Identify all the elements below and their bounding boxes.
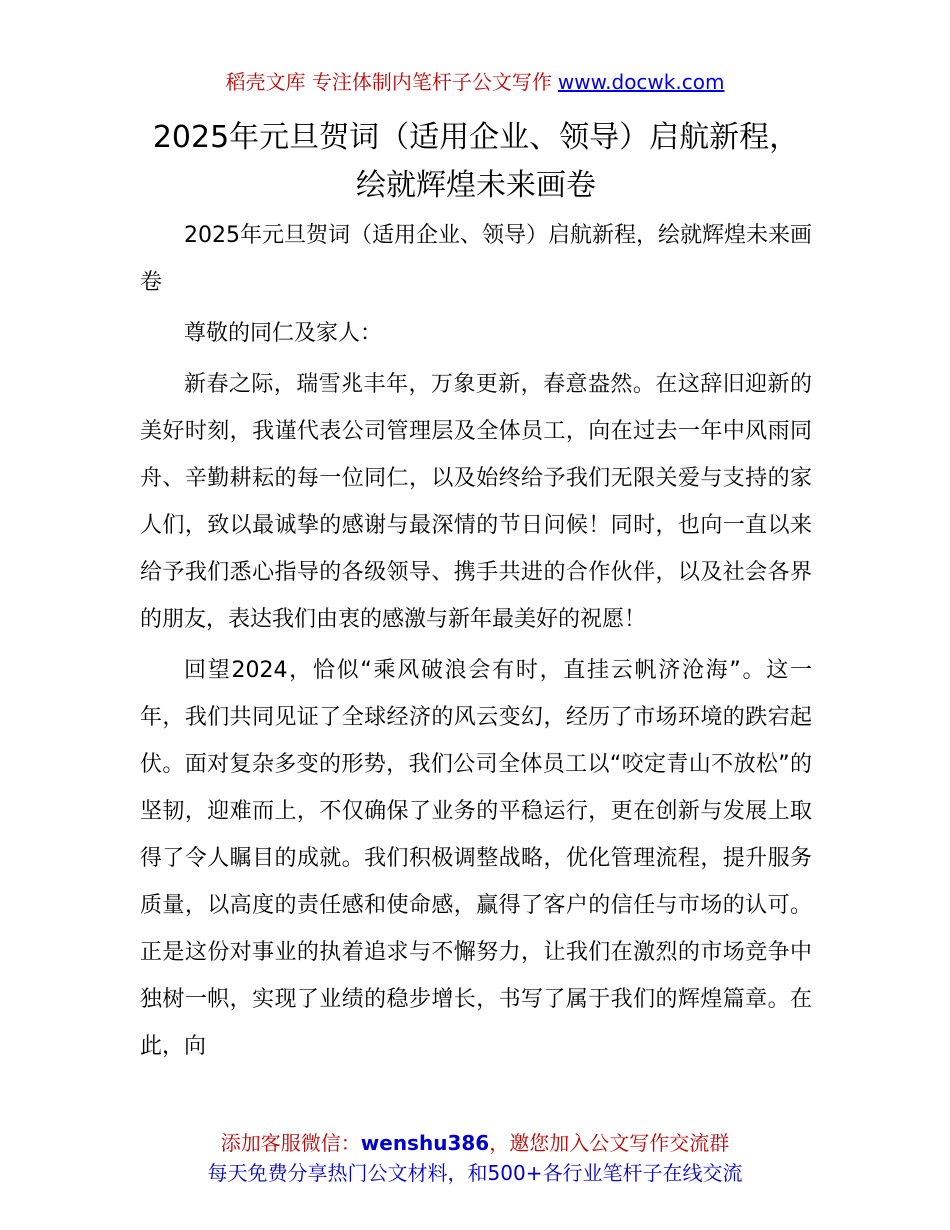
footer-wechat-prefix: 添加客服微信：: [220, 1131, 361, 1155]
paragraph-subtitle: 2025年元旦贺词（适用企业、领导）启航新程，绘就辉煌未来画卷: [140, 223, 812, 295]
header-brand-text: 稻壳文库 专注体制内笔杆子公文写作: [225, 70, 552, 94]
paragraph-review: 回望2024，恰似“乘风破浪会有时，直挂云帆济沧海”。这一年，我们共同见证了全球经济的风云变幻，经历了市场环境的跌宕起伏。面对复杂多变的形势，我们公司全体员工以“咬定青山不放松”的坚韧，迎难而上，不仅确保了业务的平稳运行，更在创新与发展上取得了令人瞩目的成就。我们积极调整战略，优化管理流程，提升服务质量，以高度的责任感和使命感，赢得了客户的信任与市场的认可。正是这份对事业的执着追求与不懈努力，让我们在激烈的市场竞争中独树一帜，实现了业绩的稳步增长，书写了属于我们的辉煌篇章。在此，向: [140, 658, 812, 1059]
document-body: [140, 212, 812, 1074]
footer-wechat-line: [0, 1128, 950, 1158]
paragraph-greeting: 新春之际，瑞雪兆丰年，万象更新，春意盎然。在这辞旧迎新的美好时刻，我谨代表公司管理层及全体员工，向在过去一年中风雨同舟、辛勤耕耘的每一位同仁，以及始终给予我们无限关爱与支持的家人们，致以最诚挚的感谢与最深情的节日问候！同时，也向一直以来给予我们悉心指导的各级领导、携手共进的合作伙伴，以及社会各界的朋友，表达我们由衷的感激与新年最美好的祝愿！: [140, 372, 812, 632]
footer-share-line: 每天免费分享热门公文材料，和500+各行业笔杆子在线交流: [207, 1161, 743, 1185]
page-footer: [0, 1128, 950, 1188]
header-website-link[interactable]: www.docwk.com: [557, 70, 725, 94]
paragraph-salutation: 尊敬的同仁及家人：: [184, 321, 383, 346]
document-title: 2025年元旦贺词（适用企业、领导）启航新程，绘就辉煌未来画卷: [152, 120, 800, 203]
footer-wechat-suffix: ，邀您加入公文写作交流群: [489, 1131, 730, 1155]
footer-wechat-id: wenshu386: [360, 1131, 490, 1155]
page-header: [0, 68, 950, 96]
